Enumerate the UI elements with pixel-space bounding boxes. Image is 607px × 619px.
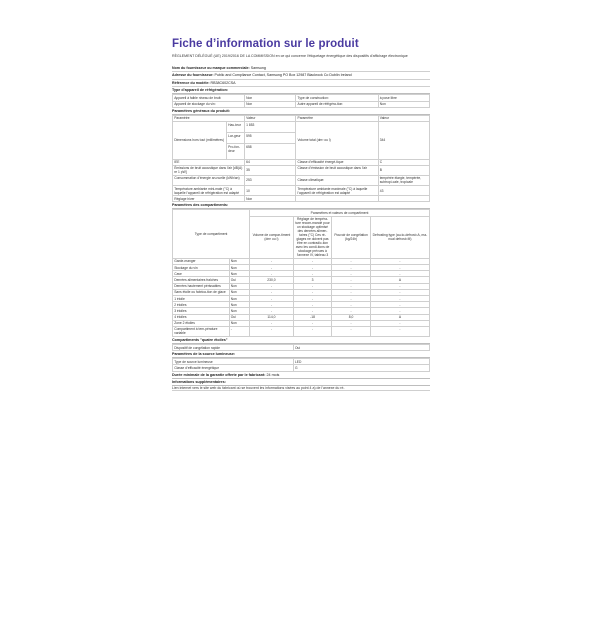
compartment-name-cell: 2 étoiles xyxy=(173,302,230,308)
table-cell: LED xyxy=(293,359,429,365)
table-cell: 35 xyxy=(244,165,295,175)
dimension-value: 658 xyxy=(244,144,295,159)
compartment-defrost-cell: - xyxy=(370,295,429,301)
table-cell: Classe d’émission de bruit acoustique dans l’air xyxy=(296,165,378,175)
compartment-present-cell: - xyxy=(229,326,250,336)
compartment-freeze-cell: - xyxy=(332,289,371,295)
compartment-name-cell: Zone 2 étoiles xyxy=(173,320,230,326)
compartment-name-cell: Stockage du vin xyxy=(173,265,230,271)
general-parameters-table xyxy=(172,115,430,203)
compartment-freeze-cell: 8,0 xyxy=(332,314,371,320)
table-cell: Température ambiante mini-male (°C) à laquelle l’appareil de réfrigération est adapté xyxy=(173,186,245,196)
table-cell: 10 xyxy=(244,186,295,196)
dimension-value: 1 853 xyxy=(244,121,295,132)
table-cell: Appareil à faible niveau de bruit: xyxy=(173,95,245,101)
lighting-table xyxy=(172,358,430,371)
table-row xyxy=(173,101,430,107)
compartment-vol-cell: - xyxy=(250,283,294,289)
table-row xyxy=(173,365,430,371)
supplier-address-row xyxy=(172,72,430,80)
supplier-address-label: Adresse du fournisseur: xyxy=(172,73,214,78)
table-cell: Non xyxy=(244,95,295,101)
dimensions-label: Dimensions hors tout (millimètres) xyxy=(173,121,227,159)
compartment-row xyxy=(173,326,430,336)
table-cell: Autre appareil de réfrigéra-tion: xyxy=(296,101,378,107)
column-header: Pouvoir de congélation (kg/24h) xyxy=(332,216,371,258)
compartment-name-cell: 1 étoile xyxy=(173,295,230,301)
compartment-vol-cell: - xyxy=(250,308,294,314)
table-cell: Réglage hiver xyxy=(173,196,245,202)
compartment-name-cell: Sans étoile ou fabrica-tion de glace xyxy=(173,289,230,295)
compartment-freeze-cell: - xyxy=(332,265,371,271)
table-cell: B xyxy=(378,165,429,175)
compartment-freeze-cell: - xyxy=(332,308,371,314)
compartment-freeze-cell: - xyxy=(332,326,371,336)
compartment-defrost-cell: - xyxy=(370,265,429,271)
table-row xyxy=(173,186,430,196)
appliance-type-table xyxy=(172,94,430,107)
additional-info-text: Lien internet vers le site web du fabricant où se trouvent les informations visées au point 4 a) de l’annexe du rè- xyxy=(172,386,430,392)
column-header: Volume de compar-timent (dm³ ou l) xyxy=(250,216,294,258)
compartment-freeze-cell: - xyxy=(332,283,371,289)
compartment-name-cell: Cave xyxy=(173,271,230,277)
table-cell: tempérée élargie, tempérée, subtropi-cale, tropicale xyxy=(378,175,429,185)
supplier-name-label: Nom du fournisseur ou marque commerciale: xyxy=(172,65,250,70)
model-value: RB38C602CSA xyxy=(210,80,236,85)
lighting-heading: Paramètres de la source lumineuse: xyxy=(172,351,430,358)
column-header: Paramètre xyxy=(296,115,378,121)
compartment-defrost-cell: A xyxy=(370,314,429,320)
compartment-temp-cell: - xyxy=(293,295,332,301)
compartment-freeze-cell: - xyxy=(332,277,371,283)
table-cell: Non xyxy=(244,196,295,202)
compartment-present-cell: Non xyxy=(229,302,250,308)
compartment-name-cell: 3 étoiles xyxy=(173,308,230,314)
compartment-vol-cell: - xyxy=(250,326,294,336)
warranty-label: Durée minimale de la garantie offerte par le fabricant: xyxy=(172,372,266,377)
compartment-temp-cell: - xyxy=(293,258,332,264)
table-row xyxy=(173,121,430,132)
compartment-vol-cell: - xyxy=(250,289,294,295)
compartment-temp-cell: - xyxy=(293,308,332,314)
compartment-temp-cell: - xyxy=(293,289,332,295)
table-cell: Classe d’efficacité énergé-tique xyxy=(296,159,378,165)
general-parameters-heading: Paramètres généraux du produit: xyxy=(172,108,430,115)
column-header: Réglage de tempéra-ture recom-mandé pour un stockage optimisé des denrées alimen-taires (°C) Ces ré-glages ne doivent pas être en contradic-tion avec les condi-tions de stockage prévues à l’annexe IV, tableau 3 xyxy=(293,216,332,258)
table-row xyxy=(173,175,430,185)
compartment-temp-cell: - xyxy=(293,320,332,326)
dimension-value: 595 xyxy=(244,133,295,144)
dimension-name: Lar-geur xyxy=(226,133,244,144)
compartment-temp-cell: -18 xyxy=(293,314,332,320)
table-cell: IEE xyxy=(173,159,245,165)
compartment-name-cell: Compartiment à tem-pérature variable xyxy=(173,326,230,336)
table-cell: Type de construction: xyxy=(296,95,378,101)
table-cell xyxy=(296,196,378,202)
appliance-type-heading: Type d’appareil de réfrigération: xyxy=(172,87,430,94)
compartment-present-cell: Non xyxy=(229,258,250,264)
compartment-vol-cell: - xyxy=(250,302,294,308)
compartment-defrost-cell: - xyxy=(370,271,429,277)
compartment-vol-cell: 114,0 xyxy=(250,314,294,320)
compartment-vol-cell: 230,0 xyxy=(250,277,294,283)
table-cell: Émissions de bruit acoustique dans l’air [dB(A) re 1 pW] xyxy=(173,165,245,175)
table-cell: 43 xyxy=(378,186,429,196)
table-cell: Oui xyxy=(293,345,429,351)
compartment-defrost-cell: - xyxy=(370,326,429,336)
table-cell: Non xyxy=(378,101,429,107)
compartment-freeze-cell: - xyxy=(332,271,371,277)
compartment-name-cell: Garde-manger xyxy=(173,258,230,264)
compartment-defrost-cell: A xyxy=(370,277,429,283)
four-star-heading: Compartiments "quatre étoiles" xyxy=(172,337,430,344)
compartment-present-cell: Non xyxy=(229,283,250,289)
compartment-present-cell: Non xyxy=(229,308,250,314)
compartment-name-cell: 4 étoiles xyxy=(173,314,230,320)
column-header: Defrosting type (au-to-defrost=A, ma-nual defrost=M) xyxy=(370,216,429,258)
model-label: Référence du modèle: xyxy=(172,80,210,85)
warranty-row xyxy=(172,372,430,379)
compartment-table xyxy=(172,209,430,337)
compartment-present-cell: Non xyxy=(229,289,250,295)
compartment-vol-cell: - xyxy=(250,271,294,277)
compartment-rows xyxy=(173,258,430,336)
compartment-defrost-cell: - xyxy=(370,308,429,314)
compartment-vol-cell: - xyxy=(250,320,294,326)
model-row xyxy=(172,80,430,88)
compartment-temp-cell: - xyxy=(293,283,332,289)
table-row xyxy=(173,345,430,351)
compartment-temp-cell: 3 xyxy=(293,277,332,283)
table-cell: Consommation d’énergie an-nuelle (kWh/an) xyxy=(173,175,245,185)
table-cell: C xyxy=(378,159,429,165)
compartment-freeze-cell: - xyxy=(332,258,371,264)
table-row xyxy=(173,196,430,202)
compartment-freeze-cell: - xyxy=(332,302,371,308)
table-row xyxy=(173,165,430,175)
total-volume-label: Volume total (dm³ ou l) xyxy=(296,121,378,159)
compartment-vol-cell: - xyxy=(250,265,294,271)
supplier-address-value: Public and Compliance Contact, Samsung PO Box 12987 Blackrock Co Dublin Ireland xyxy=(214,73,352,78)
column-header: Type de compartiment xyxy=(173,210,250,258)
supplier-name-value: Samsung xyxy=(250,65,266,70)
compartment-defrost-cell: - xyxy=(370,289,429,295)
compartment-name-cell: Denrées hautement périssables xyxy=(173,283,230,289)
compartment-temp-cell: - xyxy=(293,302,332,308)
regulation-text: RÈGLEMENT DÉLÉGUÉ (UE) 2019/2016 DE LA COMMISSION en ce qui concerne l’étiquetage énergétique des dispositifs d’affichage électronique xyxy=(172,54,408,58)
compartment-vol-cell: - xyxy=(250,258,294,264)
warranty-value: 24 mois xyxy=(266,372,280,377)
four-star-table xyxy=(172,344,430,351)
dimension-name: Pro-fon-deur xyxy=(226,144,244,159)
table-cell: Dispositif de congélation rapide xyxy=(173,345,294,351)
table-cell: Température ambiante maximale (°C) à laquelle l’appareil de réfrigération est adapté xyxy=(296,186,378,196)
compartment-temp-cell: - xyxy=(293,326,332,336)
table-cell: Classe d’efficacité énergétique xyxy=(173,365,294,371)
column-header: Valeur xyxy=(244,115,295,121)
compartment-temp-cell: - xyxy=(293,265,332,271)
product-information-sheet xyxy=(172,38,430,391)
column-header: Valeur xyxy=(378,115,429,121)
supplier-name-row xyxy=(172,65,430,73)
compartment-parameters-heading: Paramètres des compartiments: xyxy=(172,202,430,209)
compartment-freeze-cell: - xyxy=(332,320,371,326)
table-cell: Non xyxy=(244,101,295,107)
table-cell: G xyxy=(293,365,429,371)
compartment-vol-cell: - xyxy=(250,295,294,301)
page-title: Fiche d’information sur le produit xyxy=(172,38,359,50)
compartment-defrost-cell: - xyxy=(370,302,429,308)
compartment-present-cell: Non xyxy=(229,271,250,277)
table-cell: Appareil de stockage du vin: xyxy=(173,101,245,107)
column-header: Paramètre xyxy=(173,115,245,121)
table-cell: Type de source lumineuse xyxy=(173,359,294,365)
column-group-header: Paramètres et valeurs de compartiment xyxy=(250,210,430,216)
compartment-defrost-cell: - xyxy=(370,283,429,289)
table-cell: 253 xyxy=(244,175,295,185)
table-cell: à pose libre xyxy=(378,95,429,101)
additional-info-heading: Informations supplémentaires: xyxy=(172,379,430,386)
compartment-defrost-cell: - xyxy=(370,320,429,326)
compartment-present-cell: Oui xyxy=(229,277,250,283)
total-volume-value: 344 xyxy=(378,121,429,159)
table-cell: 64 xyxy=(244,159,295,165)
compartment-temp-cell: - xyxy=(293,271,332,277)
dimension-name: Hau-teur xyxy=(226,121,244,132)
compartment-present-cell: Non xyxy=(229,265,250,271)
compartment-present-cell: Non xyxy=(229,320,250,326)
compartment-freeze-cell: - xyxy=(332,295,371,301)
table-cell: Classe climatique: xyxy=(296,175,378,185)
compartment-name-cell: Denrées alimentaires fraîches xyxy=(173,277,230,283)
compartment-defrost-cell: - xyxy=(370,258,429,264)
compartment-present-cell: Oui xyxy=(229,314,250,320)
compartment-present-cell: Non xyxy=(229,295,250,301)
table-cell xyxy=(378,196,429,202)
